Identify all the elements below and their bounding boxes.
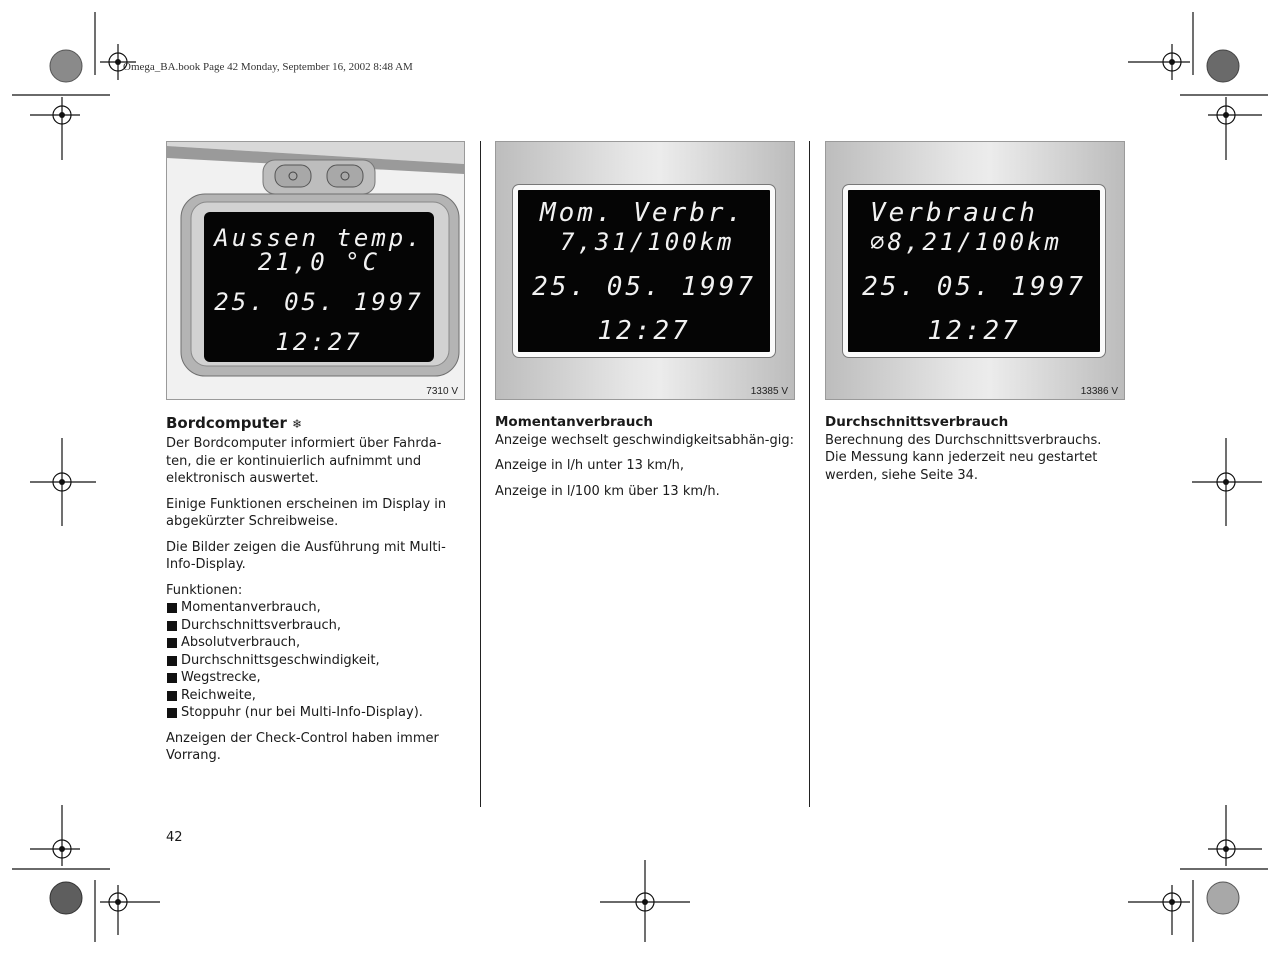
- paragraph: Die Bilder zeigen die Ausführung mit Multi-Info-Display.: [166, 539, 446, 572]
- display-time: 12:27: [275, 328, 363, 356]
- column-divider: [809, 141, 810, 807]
- paragraph: Anzeige in l/100 km über 13 km/h.: [495, 483, 720, 499]
- figure-number: 13385 V: [750, 386, 788, 397]
- paragraph: Berechnung des Durchschnittsverbrauchs. Die Messung kann jederzeit neu gestartet werden, siehe Seite 34.: [825, 432, 1102, 483]
- bullet-square-icon: [167, 621, 177, 631]
- multi-info-display-screen: [843, 185, 1105, 357]
- figure-current-consumption-display: [495, 141, 795, 400]
- figure-average-consumption-display: [825, 141, 1125, 400]
- section-heading: Momentanverbrauch: [495, 414, 653, 430]
- figure-number: 7310 V: [426, 386, 458, 397]
- multi-info-display-screen: [204, 212, 434, 362]
- paragraph: Anzeigen der Check-Control haben immer Vorrang.: [166, 730, 439, 763]
- section-heading: Durchschnittsverbrauch: [825, 414, 1009, 430]
- list-item: Durchschnittsgeschwindigkeit,: [166, 652, 466, 670]
- bullet-square-icon: [167, 638, 177, 648]
- column-divider: [480, 141, 481, 807]
- bullet-square-icon: [167, 691, 177, 701]
- list-item: Momentanverbrauch,: [166, 599, 466, 617]
- column-bordcomputer: [166, 414, 466, 765]
- paragraph: Einige Funktionen erscheinen im Display in abgekürzter Schreibweise.: [166, 496, 447, 529]
- display-line-2: 21,0 °C: [257, 248, 381, 276]
- list-item: Stoppuhr (nur bei Multi-Info-Display).: [166, 704, 466, 722]
- display-date: 25. 05. 1997: [532, 272, 756, 302]
- list-item: Durchschnittsverbrauch,: [166, 617, 466, 635]
- figure-outside-temp-display: [166, 141, 465, 400]
- bullet-square-icon: [167, 656, 177, 666]
- display-line-2: ⌀8,21/100km: [870, 228, 1062, 256]
- column-momentanverbrauch: [495, 414, 795, 500]
- function-list: [166, 599, 466, 722]
- page-number: 42: [166, 830, 183, 845]
- paragraph: Anzeige in l/h unter 13 km/h,: [495, 458, 684, 473]
- display-date: 25. 05. 1997: [214, 288, 424, 316]
- heading-text: Bordcomputer: [166, 414, 287, 432]
- display-line-1: Aussen temp.: [214, 224, 424, 252]
- list-item: Reichweite,: [166, 687, 466, 705]
- list-item: Absolutverbrauch,: [166, 634, 466, 652]
- display-time: 12:27: [927, 316, 1021, 346]
- bullet-square-icon: [167, 603, 177, 613]
- display-time: 12:27: [597, 316, 691, 346]
- print-header-line: Omega_BA.book Page 42 Monday, September 16, 2002 8:48 AM: [123, 61, 413, 73]
- list-intro: Funktionen:: [166, 582, 243, 598]
- multi-info-display-screen: [513, 185, 775, 357]
- display-date: 25. 05. 1997: [862, 272, 1086, 302]
- list-item: Wegstrecke,: [166, 669, 466, 687]
- bullet-square-icon: [167, 673, 177, 683]
- bullet-square-icon: [167, 708, 177, 718]
- paragraph: Der Bordcomputer informiert über Fahrda-ten, die er kontinuierlich aufnimmt und elektronisch auswertet.: [166, 436, 442, 486]
- display-line-2: 7,31/100km: [560, 228, 735, 256]
- paragraph: Anzeige wechselt geschwindigkeitsabhän-gig:: [495, 432, 794, 448]
- display-line-1: Verbrauch: [870, 198, 1038, 228]
- display-line-1: Mom. Verbr.: [540, 198, 746, 228]
- column-durchschnittsverbrauch: [825, 414, 1123, 484]
- option-snowflake-icon: ❄: [292, 417, 303, 431]
- section-heading: [166, 414, 466, 433]
- figure-number: 13386 V: [1080, 386, 1118, 397]
